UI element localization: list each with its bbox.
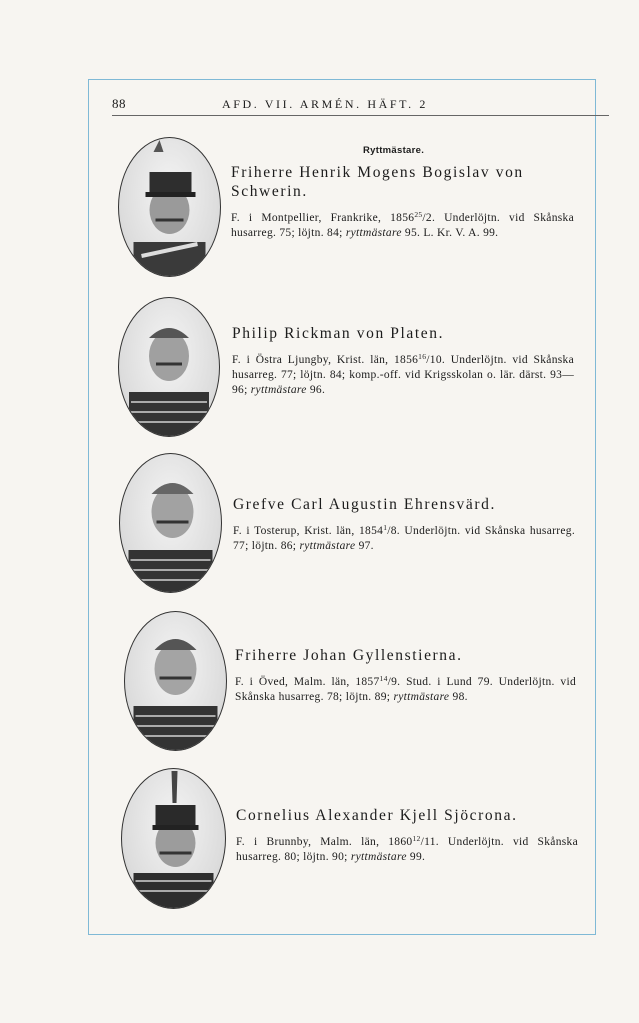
section-title: Ryttmästare. <box>363 145 425 156</box>
running-header <box>112 96 577 114</box>
header-rule <box>112 115 609 116</box>
entry-bio: F. i Tosterup, Krist. län, 1854$^1$/8. Underlöjtn. vid Skånska husarreg. 77; löjtn. 86; ryttmästare 97. <box>233 523 575 552</box>
entry-von-platen <box>232 324 574 398</box>
entry-name: Friherre Henrik Mogens Bogislav von Schwerin. <box>231 164 524 200</box>
entry-name: Grefve Carl Augustin Ehrensvärd. <box>233 496 496 513</box>
portrait-gyllenstierna <box>124 611 227 751</box>
header-title: AFD. VII. ARMÉN. HÄFT. 2 <box>222 97 428 111</box>
entry-name: Friherre Johan Gyllenstierna. <box>235 647 463 664</box>
entry-bio: F. i Brunnby, Malm. län, 1860$^{12}$/11. Underlöjtn. vid Skånska husarreg. 80; löjtn. 90; ryttmästare 99. <box>236 834 578 863</box>
portrait-schwerin <box>118 137 221 277</box>
entry-bio: F. i Östra Ljungby, Krist. län, 1856$^{16}$/10. Underlöjtn. vid Skånska husarreg. 77; löjtn. 84; komp.-off. vid Krigsskolan o. lär. därst. 93—96; ryttmästare 96. <box>232 352 574 396</box>
portrait-von-platen <box>118 297 220 437</box>
entry-bio: F. i Montpellier, Frankrike, 1856$^{25}$/2. Underlöjtn. vid Skånska husarreg. 75; löjtn. 84; ryttmästare 95. L. Kr. V. A. 99. <box>231 210 574 239</box>
page-number: 88 <box>112 96 126 111</box>
entry-sjocrona <box>236 806 578 865</box>
entry-schwerin <box>231 163 574 241</box>
entry-bio: F. i Öved, Malm. län, 1857$^{14}$/9. Stud. i Lund 79. Underlöjtn. vid Skånska husarreg. 78; löjtn. 89; ryttmästare 98. <box>235 674 576 703</box>
entry-ehrensvard <box>233 495 575 554</box>
portrait-sjocrona <box>121 768 226 909</box>
portrait-ehrensvard <box>119 453 222 593</box>
entry-gyllenstierna <box>235 646 576 705</box>
entry-name: Cornelius Alexander Kjell Sjöcrona. <box>236 807 518 824</box>
entry-name: Philip Rickman von Platen. <box>232 325 445 342</box>
